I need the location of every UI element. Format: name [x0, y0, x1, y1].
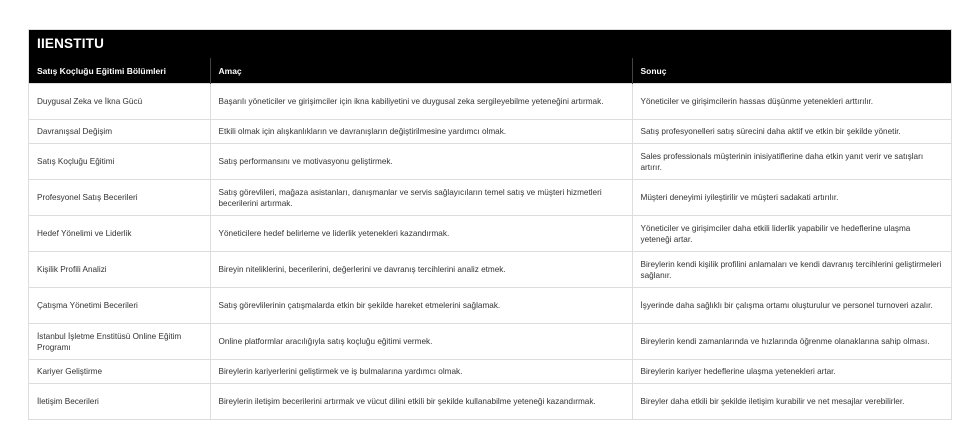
cell-result: İşyerinde daha sağlıklı bir çalışma ortamı oluşturulur ve personel turnoveri azalır.: [632, 288, 951, 324]
cell-section: Duygusal Zeka ve İkna Gücü: [29, 84, 210, 120]
table-row: [29, 384, 951, 420]
cell-purpose: Satış performansını ve motivasyonu geliştirmek.: [210, 144, 632, 180]
cell-purpose: Bireyin niteliklerini, becerilerini, değerlerini ve davranış tercihlerini analiz etmek.: [210, 252, 632, 288]
cell-purpose: Başarılı yöneticiler ve girişimciler için ikna kabiliyetini ve duygusal zeka sergileyebilme yeteneğini artırmak.: [210, 84, 632, 120]
cell-purpose: Yöneticilere hedef belirleme ve liderlik yetenekleri kazandırmak.: [210, 216, 632, 252]
table-row: [29, 360, 951, 384]
table-row: [29, 288, 951, 324]
cell-result: Bireylerin kariyer hedeflerine ulaşma yetenekleri artar.: [632, 360, 951, 384]
table-row: [29, 120, 951, 144]
header-sections: Satış Koçluğu Eğitimi Bölümleri: [29, 58, 210, 84]
cell-purpose: Etkili olmak için alışkanlıkların ve davranışların değiştirilmesine yardımcı olmak.: [210, 120, 632, 144]
table-container: [28, 29, 952, 420]
cell-result: Satış profesyonelleri satış sürecini daha aktif ve etkin bir şekilde yönetir.: [632, 120, 951, 144]
cell-purpose: Bireylerin kariyerlerini geliştirmek ve iş bulmalarına yardımcı olmak.: [210, 360, 632, 384]
cell-result: Bireyler daha etkili bir şekilde iletişim kurabilir ve net mesajlar verebilirler.: [632, 384, 951, 420]
cell-section: İletişim Becerileri: [29, 384, 210, 420]
table-row: [29, 144, 951, 180]
table-row: [29, 252, 951, 288]
cell-purpose: Online platformlar aracılığıyla satış koçluğu eğitimi vermek.: [210, 324, 632, 360]
cell-purpose: Bireylerin iletişim becerilerini artırmak ve vücut dilini etkili bir şekilde kullanabilme yeteneği kazandırmak.: [210, 384, 632, 420]
cell-result: Bireylerin kendi zamanlarında ve hızlarında öğrenme olanaklarına sahip olması.: [632, 324, 951, 360]
cell-section: Davranışsal Değişim: [29, 120, 210, 144]
data-table: [29, 58, 951, 419]
cell-purpose: Satış görevlileri, mağaza asistanları, danışmanlar ve servis sağlayıcıların temel satış ve müşteri hizmetleri becerilerini artırmak.: [210, 180, 632, 216]
table-row: [29, 324, 951, 360]
cell-section: Satış Koçluğu Eğitimi: [29, 144, 210, 180]
cell-purpose: Satış görevlilerinin çatışmalarda etkin bir şekilde hareket etmelerini sağlamak.: [210, 288, 632, 324]
brand-title: IIENSTITU: [29, 30, 951, 58]
cell-result: Yöneticiler ve girişimcilerin hassas düşünme yetenekleri arttırılır.: [632, 84, 951, 120]
cell-result: Müşteri deneyimi iyileştirilir ve müşteri sadakati artırılır.: [632, 180, 951, 216]
cell-section: Profesyonel Satış Becerileri: [29, 180, 210, 216]
table-header-row: [29, 58, 951, 84]
table-row: [29, 180, 951, 216]
cell-result: Sales professionals müşterinin inisiyatiflerine daha etkin yanıt verir ve satışları artırır.: [632, 144, 951, 180]
cell-section: Kariyer Geliştirme: [29, 360, 210, 384]
table-row: [29, 216, 951, 252]
cell-result: Bireylerin kendi kişilik profilini anlamaları ve kendi davranış tercihlerini geliştirmeleri sağlanır.: [632, 252, 951, 288]
cell-section: İstanbul İşletme Enstitüsü Online Eğitim Programı: [29, 324, 210, 360]
cell-result: Yöneticiler ve girişimciler daha etkili liderlik yapabilir ve hedeflerine ulaşma yeteneği artar.: [632, 216, 951, 252]
cell-section: Kişilik Profili Analizi: [29, 252, 210, 288]
header-result: Sonuç: [632, 58, 951, 84]
cell-section: Çatışma Yönetimi Becerileri: [29, 288, 210, 324]
cell-section: Hedef Yönelimi ve Liderlik: [29, 216, 210, 252]
header-purpose: Amaç: [210, 58, 632, 84]
table-row: [29, 84, 951, 120]
